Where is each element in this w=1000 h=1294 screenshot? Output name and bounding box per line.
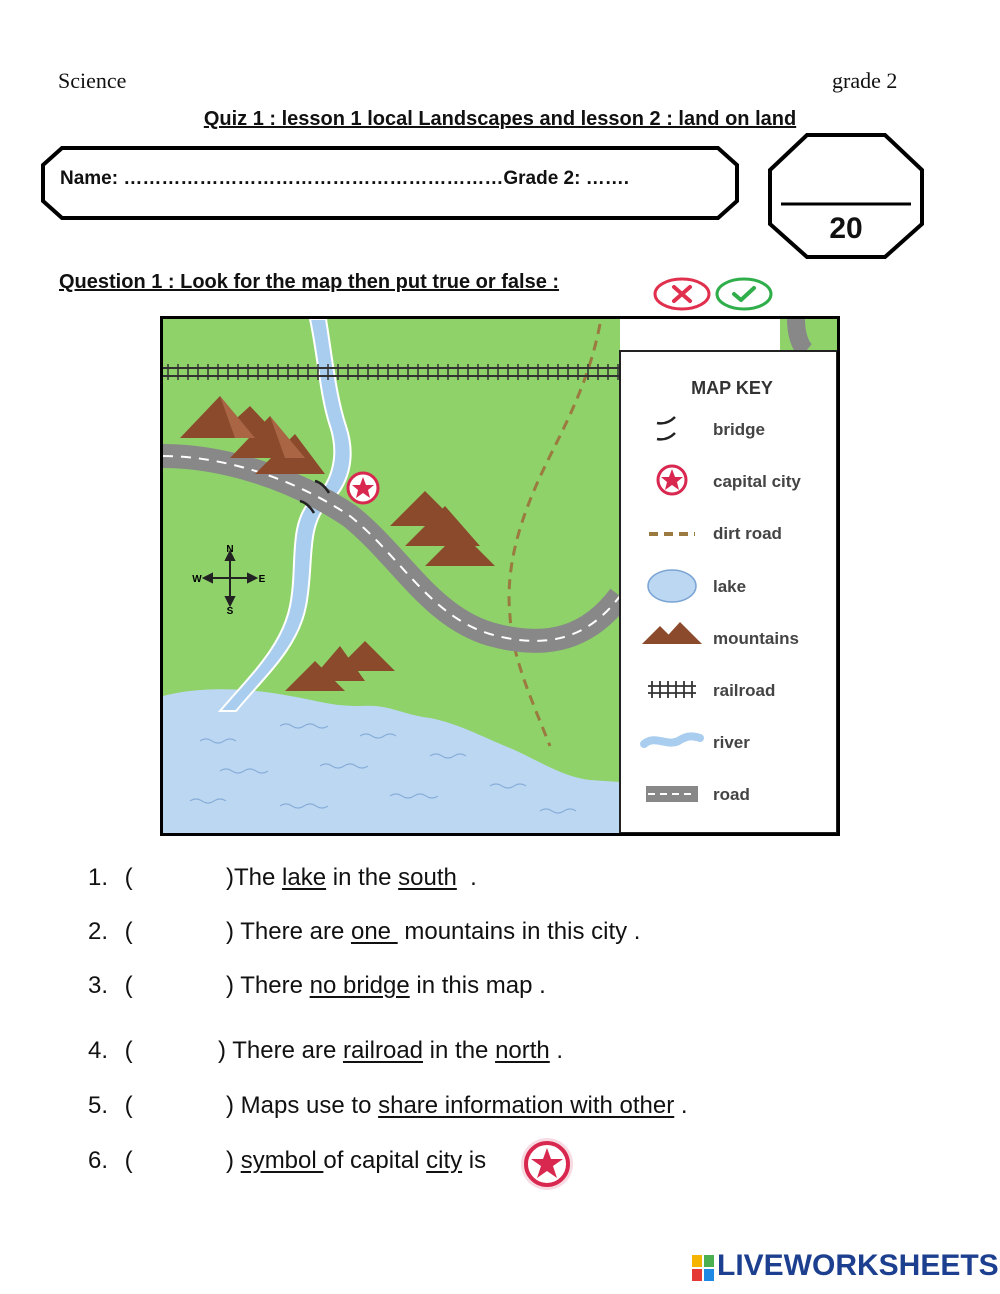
item-5 xyxy=(88,1092,688,1120)
legend-label-road: road xyxy=(713,785,750,804)
false-icon xyxy=(655,279,709,309)
item-text: of capital xyxy=(323,1147,427,1174)
footer-brand[interactable]: LIVEWORKSHEETS xyxy=(717,1249,999,1282)
subject-label: Science xyxy=(58,68,127,93)
item-text: is xyxy=(462,1147,493,1174)
item-keyword: symbol xyxy=(240,1147,324,1174)
item-keyword: city xyxy=(426,1147,463,1174)
answer-open-paren: ( xyxy=(124,1092,133,1119)
item-text: . xyxy=(549,1037,564,1064)
legend-label-river: river xyxy=(713,733,750,752)
item-3 xyxy=(88,972,546,1000)
answer-open-paren: ( xyxy=(124,864,133,891)
compass-n: N xyxy=(226,544,234,555)
answer-close-paren: ) xyxy=(226,864,235,891)
item-text: mountains in this city . xyxy=(397,918,641,945)
item-keyword: north xyxy=(495,1037,550,1064)
answer-open-paren: ( xyxy=(124,1147,133,1174)
name-field[interactable]: Name: ……………………………………………………Grade 2: ……. xyxy=(60,168,629,189)
item-keyword: railroad xyxy=(342,1037,424,1064)
item-number: 5. xyxy=(88,1092,109,1119)
true-false-icons xyxy=(652,276,774,312)
answer-close-paren: ) xyxy=(226,972,235,999)
true-icon xyxy=(717,279,771,309)
item-text: in the xyxy=(326,864,399,891)
item-text: in this map . xyxy=(409,972,546,999)
score-total: 20 xyxy=(829,212,863,245)
item-keyword: one xyxy=(350,918,398,945)
item-text: . xyxy=(456,864,477,891)
landscape-map xyxy=(160,316,840,836)
legend-label-mountains: mountains xyxy=(713,629,799,648)
item-number: 6. xyxy=(88,1147,109,1174)
item-2 xyxy=(88,918,640,946)
legend-label-capital-city: capital city xyxy=(713,472,801,491)
answer-open-paren: ( xyxy=(124,972,133,999)
legend-label-lake: lake xyxy=(713,577,747,596)
answer-close-paren: ) xyxy=(226,918,235,945)
item-number: 3. xyxy=(88,972,109,999)
legend-label-bridge: bridge xyxy=(713,420,765,439)
answer-close-paren: ) xyxy=(226,1092,235,1119)
compass-s: S xyxy=(226,606,234,617)
answer-close-paren: ) xyxy=(226,1147,235,1174)
item-4 xyxy=(88,1037,563,1065)
item-text: There xyxy=(234,972,310,999)
capital-city-symbol-icon xyxy=(518,1135,576,1193)
answer-open-paren: ( xyxy=(124,1037,133,1064)
capital-city-icon xyxy=(658,466,686,494)
quiz-title: Quiz 1 : lesson 1 local Landscapes and lesson 2 : land on land xyxy=(203,108,797,130)
liveworksheets-logo-icon xyxy=(692,1255,714,1281)
capital-city-marker xyxy=(348,473,378,503)
item-text: in the xyxy=(423,1037,496,1064)
item-text: Maps use to xyxy=(234,1092,379,1119)
item-keyword: no bridge xyxy=(309,972,410,999)
item-text xyxy=(234,1147,241,1174)
item-text: . xyxy=(674,1092,688,1119)
compass-e: E xyxy=(258,574,266,585)
item-1 xyxy=(88,864,477,892)
legend-label-dirt-road: dirt road xyxy=(713,524,782,543)
grade-label: grade 2 xyxy=(832,68,898,93)
item-text: There are xyxy=(226,1037,343,1064)
question-1-prompt: Question 1 : Look for the map then put true or false : xyxy=(59,271,560,293)
answer-close-paren: ) xyxy=(218,1037,227,1064)
item-number: 4. xyxy=(88,1037,109,1064)
lake-icon xyxy=(648,570,696,602)
legend-label-railroad: railroad xyxy=(713,681,776,700)
item-number: 2. xyxy=(88,918,109,945)
item-text: There are xyxy=(234,918,351,945)
item-keyword: share information with other xyxy=(378,1092,675,1119)
compass-w: W xyxy=(192,574,202,585)
road-icon xyxy=(646,786,698,802)
map-key-title: MAP KEY xyxy=(691,378,773,398)
item-6 xyxy=(88,1147,493,1175)
item-keyword: south xyxy=(398,864,457,891)
item-number: 1. xyxy=(88,864,109,891)
item-keyword: lake xyxy=(282,864,327,891)
item-text: The xyxy=(234,864,283,891)
answer-open-paren: ( xyxy=(124,918,133,945)
